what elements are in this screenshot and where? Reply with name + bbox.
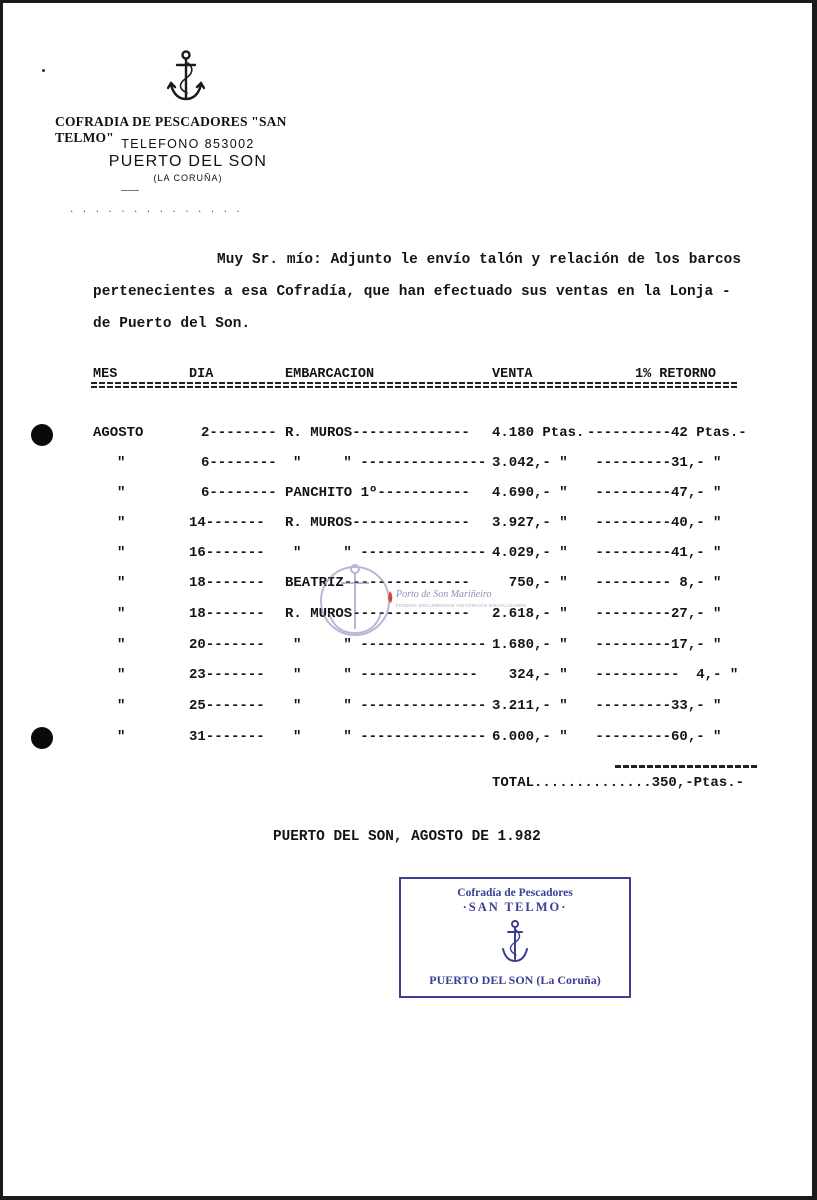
- cell-dia: 31-------: [189, 729, 274, 745]
- cell-retorno: ---------27,- ": [587, 606, 722, 622]
- closing-place-date: PUERTO DEL SON, AGOSTO DE 1.982: [273, 829, 541, 845]
- cell-embarcacion: PANCHITO 1º-----------: [285, 485, 470, 501]
- cell-venta: 6.000,- ": [492, 729, 568, 745]
- cell-venta: 3.042,- ": [492, 455, 568, 471]
- letter-line-1: Muy Sr. mío: Adjunto le envío talón y relación de los barcos: [217, 252, 742, 268]
- region-name: (LA CORUÑA): [153, 173, 223, 183]
- cell-mes: ": [117, 729, 126, 745]
- cell-mes: ": [117, 667, 126, 683]
- cell-dia: 14-------: [189, 515, 265, 531]
- cell-venta: 1.680,- ": [492, 637, 568, 653]
- watermark-subtext: FONDOS DOCUMENTAIS HISTÓRICOS DIXITALIZADOS: [396, 603, 527, 608]
- cofradia-stamp: [399, 877, 631, 998]
- cell-embarcacion: " " ---------------: [293, 545, 487, 561]
- cell-venta: 750,- ": [492, 575, 568, 591]
- cell-dia: 18-------: [189, 575, 265, 591]
- cell-embarcacion: R. MUROS--------------: [285, 515, 470, 531]
- cell-venta: 4.180 Ptas.: [492, 425, 585, 441]
- cell-retorno: --------- 8,- ": [587, 575, 722, 591]
- cell-venta: 2.618,- ": [492, 606, 568, 622]
- cell-venta: 4.029,- ": [492, 545, 568, 561]
- cell-dia: 23-------: [189, 667, 274, 683]
- stamp-line-2: ·SAN TELMO·: [462, 900, 568, 914]
- cell-retorno: ---------17,- ": [587, 637, 722, 653]
- letter-line-3: de Puerto del Son.: [93, 316, 251, 332]
- punch-hole-bottom: [31, 727, 53, 749]
- cell-embarcacion: " " ---------------: [293, 729, 487, 745]
- cell-mes: ": [117, 485, 126, 501]
- cell-venta: 4.690,- ": [492, 485, 568, 501]
- cell-dia: 20-------: [189, 637, 274, 653]
- header-dash: [121, 190, 139, 191]
- cell-retorno: ---------60,- ": [587, 729, 722, 745]
- reference-dots: . . . . . . . . . . . . . .: [69, 205, 242, 215]
- total-rule: [615, 765, 759, 768]
- cell-dia: 16-------: [189, 545, 274, 561]
- cell-dia: 6--------: [201, 455, 286, 471]
- cell-retorno: ---------- 4,- ": [587, 667, 739, 683]
- telephone: TELEFONO 853002: [121, 137, 255, 151]
- punch-hole-top: [31, 424, 53, 446]
- col-header-embarcacion: EMBARCACION: [285, 367, 375, 382]
- cell-mes: ": [117, 545, 126, 561]
- cell-embarcacion: R. MUROS--------------: [285, 425, 470, 441]
- letter-line-2: pertenecientes a esa Cofradía, que han efectuado sus ventas en la Lonja -: [93, 284, 731, 300]
- watermark-anchor-icon: [315, 559, 395, 643]
- cell-embarcacion: " " ---------------: [293, 637, 487, 653]
- watermark-text: Porto de Son Mariñeiro: [396, 589, 492, 600]
- cell-dia: 2--------: [201, 425, 277, 441]
- cell-dia: 25-------: [189, 698, 274, 714]
- ink-speck: [42, 69, 45, 72]
- watermark-flame-icon: [385, 591, 395, 603]
- cell-mes: ": [117, 455, 126, 471]
- col-header-dia: DIA: [189, 367, 214, 382]
- stamp-line-1: Cofradía de Pescadores: [457, 887, 573, 899]
- cell-embarcacion: " " ---------------: [293, 698, 487, 714]
- cell-embarcacion: BEATRIZ---------------: [285, 575, 479, 591]
- stamp-line-3: PUERTO DEL SON (La Coruña): [429, 973, 601, 987]
- cell-venta: 3.211,- ": [492, 698, 568, 714]
- cell-dia: 18-------: [189, 606, 265, 622]
- cell-embarcacion: " " --------------: [293, 667, 487, 683]
- cell-retorno: ---------31,- ": [587, 455, 722, 471]
- stamp-anchor-icon: [500, 919, 530, 965]
- cell-retorno: ---------41,- ": [587, 545, 722, 561]
- cell-retorno: ---------47,- ": [587, 485, 722, 501]
- cell-embarcacion: R. MUROS--------------: [285, 606, 470, 622]
- cell-mes: AGOSTO: [93, 425, 144, 441]
- col-header-mes: MES: [93, 367, 118, 382]
- cell-mes: ": [117, 698, 126, 714]
- cell-retorno: ---------40,- ": [587, 515, 722, 531]
- header-double-rule: [91, 379, 739, 390]
- col-header-venta: VENTA: [492, 367, 533, 382]
- cell-mes: ": [117, 575, 126, 591]
- cell-embarcacion: " " ---------------: [293, 455, 487, 471]
- cell-retorno: ----------42 Ptas.-: [587, 425, 747, 441]
- org-name: COFRADIA DE PESCADORES "SAN TELMO": [55, 114, 287, 145]
- document-page: [3, 3, 812, 1196]
- cell-mes: ": [117, 606, 126, 622]
- cell-dia: 6--------: [201, 485, 277, 501]
- city-name: PUERTO DEL SON: [108, 153, 268, 170]
- col-header-retorno: 1% RETORNO: [635, 367, 717, 382]
- total-line: TOTAL..............350,-Ptas.-: [492, 775, 745, 791]
- anchor-logo-icon: [167, 49, 205, 105]
- cell-mes: ": [117, 515, 126, 531]
- cell-venta: 3.927,- ": [492, 515, 568, 531]
- cell-mes: ": [117, 637, 126, 653]
- cell-venta: 324,- ": [492, 667, 568, 683]
- cell-retorno: ---------33,- ": [587, 698, 722, 714]
